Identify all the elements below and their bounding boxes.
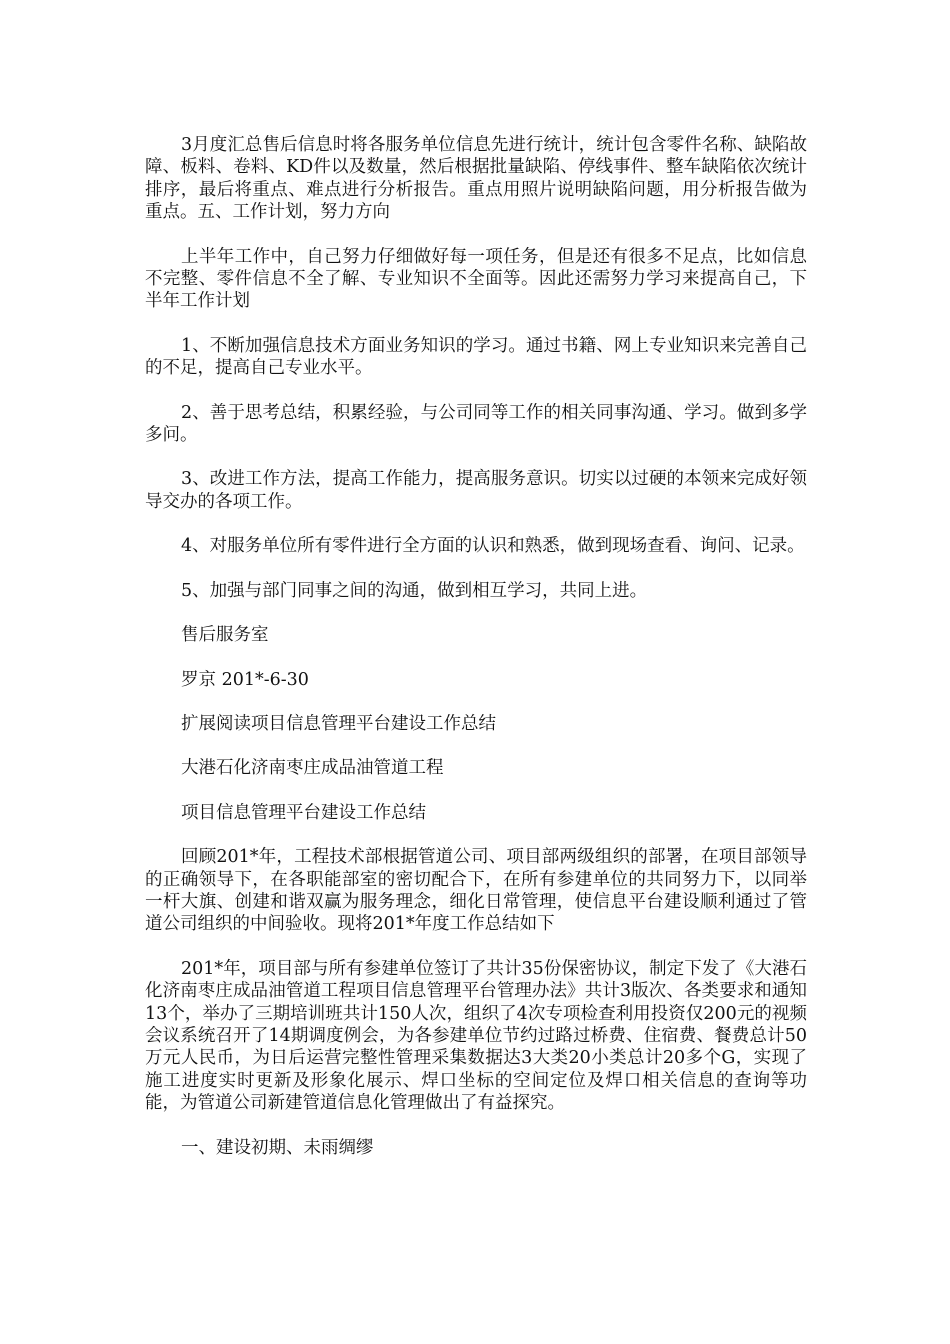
paragraph: 201*年，项目部与所有参建单位签订了共计35份保密协议，制定下发了《大港石化济南枣庄成品油管道工程项目信息管理平台管理办法》共计3版次、各类要求和通知13个，举办了三期培训班共计150人次，组织了4次专项检查利用投资仅200元的视频会议系统召开了14期调度例会，为各参建单位节约过路过桥费、住宿费、餐费总计50万元人民币，为日后运营完整性管理采集数据达3大类20小类总计20多个G，实现了施工进度实时更新及形象化展示、焊口坐标的空间定位及焊口相关信息的查询等功能，为管道公司新建管道信息化管理做出了有益探究。: [145, 958, 807, 1114]
list-item: 2、善于思考总结，积累经验，与公司同等工作的相关同事沟通、学习。做到多学多问。: [145, 402, 807, 446]
signature-name-date: 罗京 201*-6-30: [181, 669, 309, 690]
list-item: 5、加强与部门同事之间的沟通，做到相互学习，共同上进。: [181, 580, 648, 601]
paragraph: 回顾201*年，工程技术部根据管道公司、项目部两级组织的部署，在项目部领导的正确领导下，在各职能部室的密切配合下，在所有参建单位的共同努力下，以同举一杆大旗、创建和谐双赢为服务理念，细化日常管理，使信息平台建设顺利通过了管道公司组织的中间验收。现将201*年度工作总结如下: [145, 847, 807, 935]
paragraph: 上半年工作中，自己努力仔细做好每一项任务，但是还有很多不足点，比如信息不完整、零件信息不全了解、专业知识不全面等。因此还需努力学习来提高自己，下半年工作计划: [145, 246, 807, 312]
list-item: 1、不断加强信息技术方面业务知识的学习。通过书籍、网上专业知识来完善自己的不足，提高自己专业水平。: [145, 335, 807, 379]
list-item: 4、对服务单位所有零件进行全方面的认识和熟悉，做到现场查看、询问、记录。: [181, 536, 805, 557]
list-item: 3、改进工作方法，提高工作能力，提高服务意识。切实以过硬的本领来完成好领导交办的各项工作。: [145, 469, 807, 512]
document-body: [145, 134, 807, 1181]
paragraph: 3月度汇总售后信息时将各服务单位信息先进行统计，统计包含零件名称、缺陷故障、板料、卷料、KD件以及数量，然后根据批量缺陷、停线事件、整车缺陷依次统计排序，最后将重点、难点进行分析报告。重点用照片说明缺陷问题，用分析报告做为重点。五、工作计划，努力方向: [145, 135, 807, 223]
project-title: 大港石化济南枣庄成品油管道工程: [181, 758, 444, 779]
section-title: 项目信息管理平台建设工作总结: [181, 802, 426, 823]
extended-reading-heading: 扩展阅读项目信息管理平台建设工作总结: [181, 713, 496, 734]
section-heading: 一、建设初期、未雨绸缪: [181, 1137, 374, 1158]
signature-department: 售后服务室: [181, 625, 269, 646]
